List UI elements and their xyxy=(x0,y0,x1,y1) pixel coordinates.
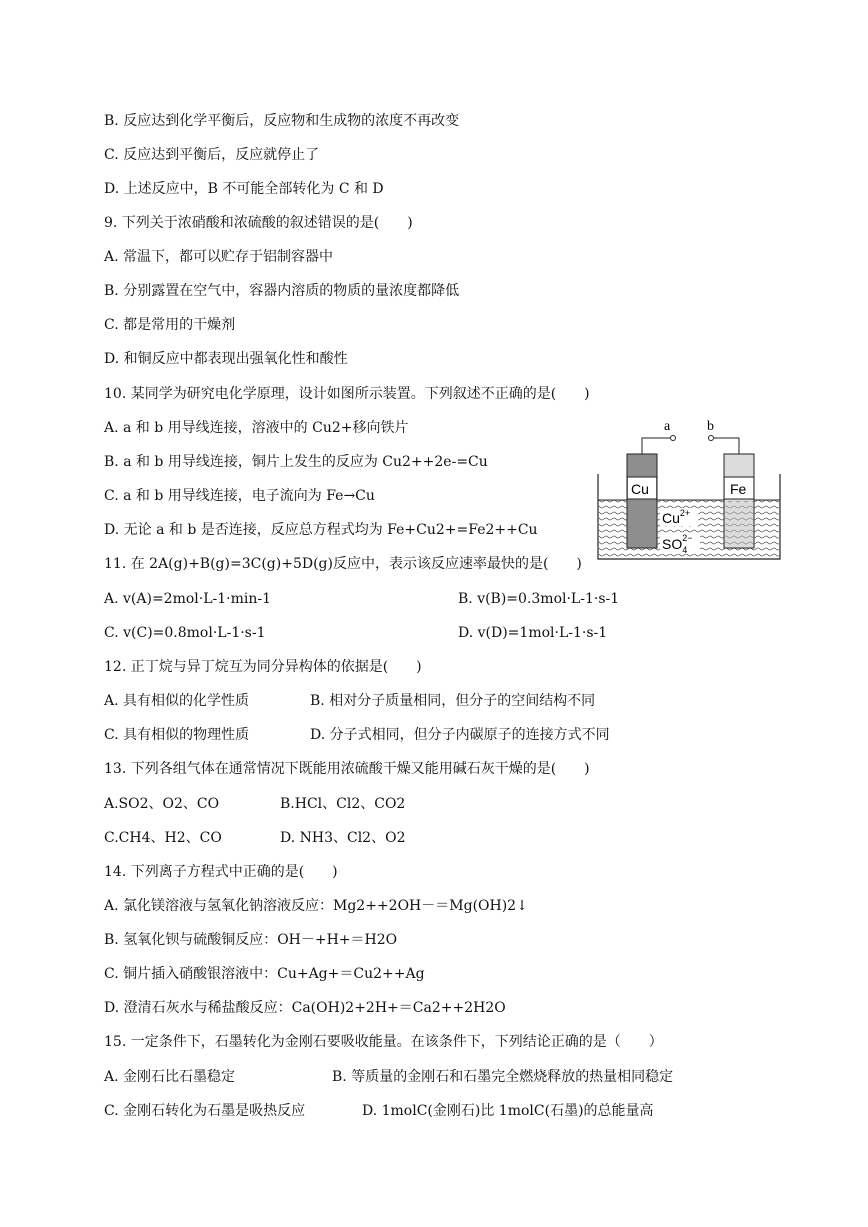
terminal-b xyxy=(709,436,714,441)
q12-option-d: D. 分子式相同，但分子内碳原子的连接方式不同 xyxy=(310,727,610,743)
q8-option-d: D. 上述反应中，B 不可能全部转化为 C 和 D xyxy=(104,181,384,197)
q14-option-b: B. 氢氧化钡与硫酸铜反应：OH－+H+＝H2O xyxy=(104,932,398,948)
q11-stem: 11. 在 2A(g)+B(g)=3C(g)+5D(g)反应中，表示该反应速率最快的是( ) xyxy=(104,556,582,572)
q12-option-c: C. 具有相似的物理性质 xyxy=(104,727,250,743)
q12-option-a: A. 具有相似的化学性质 xyxy=(104,693,250,709)
q13-option-c: C.CH4、H2、CO xyxy=(104,830,222,846)
q13-option-a: A.SO2、O2、CO xyxy=(104,796,220,812)
ion-cu: $Cu^{2+}$ xyxy=(662,508,691,526)
q11-option-c: C. v(C)=0.8mol·L-1·s-1 xyxy=(104,625,266,641)
q11-option-b: B. v(B)=0.3mol·L-1·s-1 xyxy=(458,591,620,607)
q14-option-c: C. 铜片插入硝酸银溶液中：Cu+Ag+＝Cu2++Ag xyxy=(104,966,425,982)
q9-option-c: C. 都是常用的干燥剂 xyxy=(104,317,236,333)
terminal-a xyxy=(671,436,676,441)
q8-option-b: B. 反应达到化学平衡后，反应物和生成物的浓度不再改变 xyxy=(104,113,460,129)
q9-stem: 9. 下列关于浓硝酸和浓硫酸的叙述错误的是( ) xyxy=(104,215,413,231)
q11-option-a: A. v(A)=2mol·L-1·min-1 xyxy=(104,591,272,607)
q9-option-d: D. 和铜反应中都表现出强氧化性和酸性 xyxy=(104,351,348,367)
q15-option-a: A. 金刚石比石墨稳定 xyxy=(104,1069,236,1085)
q15-option-c: C. 金刚石转化为石墨是吸热反应 xyxy=(104,1103,306,1119)
q10-option-b: B. a 和 b 用导线连接，铜片上发生的反应为 Cu2++2e-=Cu xyxy=(104,454,488,470)
label-cu: Cu xyxy=(631,481,649,497)
q14-stem: 14. 下列离子方程式中正确的是( ) xyxy=(104,864,338,880)
q14-option-a: A. 氯化镁溶液与氢氧化钠溶液反应：Mg2++2OH－＝Mg(OH)2↓ xyxy=(104,898,528,914)
q9-option-b: B. 分别露置在空气中，容器内溶质的物质的量浓度都降低 xyxy=(104,283,460,299)
q10-option-c: C. a 和 b 用导线连接，电子流向为 Fe→Cu xyxy=(104,488,375,504)
wire-b xyxy=(714,438,739,454)
q12-option-b: B. 相对分子质量相同，但分子的空间结构不同 xyxy=(310,693,596,709)
q13-option-d: D. NH3、Cl2、O2 xyxy=(280,830,406,846)
q13-stem: 13. 下列各组气体在通常情况下既能用浓硫酸干燥又能用碱石灰干燥的是( ) xyxy=(104,761,590,777)
q10-option-a: A. a 和 b 用导线连接，溶液中的 Cu2+移向铁片 xyxy=(104,420,409,436)
q9-option-a: A. 常温下，都可以贮存于铝制容器中 xyxy=(104,249,334,265)
electrochemical-cell-figure xyxy=(596,414,786,566)
q10-stem: 10. 某同学为研究电化学原理，设计如图所示装置。下列叙述不正确的是( ) xyxy=(104,386,590,402)
ion-so4: $SO_42-$ xyxy=(662,533,693,555)
wire-a xyxy=(642,438,670,454)
q11-option-d: D. v(D)=1mol·L-1·s-1 xyxy=(458,625,608,641)
q10-option-d: D. 无论 a 和 b 是否连接，反应总方程式均为 Fe+Cu2+=Fe2++Cu xyxy=(104,522,538,538)
q8-option-c: C. 反应达到平衡后，反应就停止了 xyxy=(104,147,320,163)
copper-electrode xyxy=(627,454,657,548)
q15-stem: 15. 一定条件下，石墨转化为金刚石要吸收能量。在该条件下，下列结论正确的是（ ） xyxy=(104,1034,663,1050)
label-fe: Fe xyxy=(730,481,747,497)
label-a: a xyxy=(664,419,671,434)
label-b: b xyxy=(707,419,714,434)
q15-option-d: D. 1molC(金刚石)比 1molC(石墨)的总能量高 xyxy=(362,1103,654,1119)
q13-option-b: B.HCl、Cl2、CO2 xyxy=(280,796,406,812)
q15-option-b: B. 等质量的金刚石和石墨完全燃烧释放的热量相同稳定 xyxy=(332,1069,674,1085)
q12-stem: 12. 正丁烷与异丁烷互为同分异构体的依据是( ) xyxy=(104,659,422,675)
q14-option-d: D. 澄清石灰水与稀盐酸反应：Ca(OH)2+2H+＝Ca2++2H2O xyxy=(104,1000,506,1016)
